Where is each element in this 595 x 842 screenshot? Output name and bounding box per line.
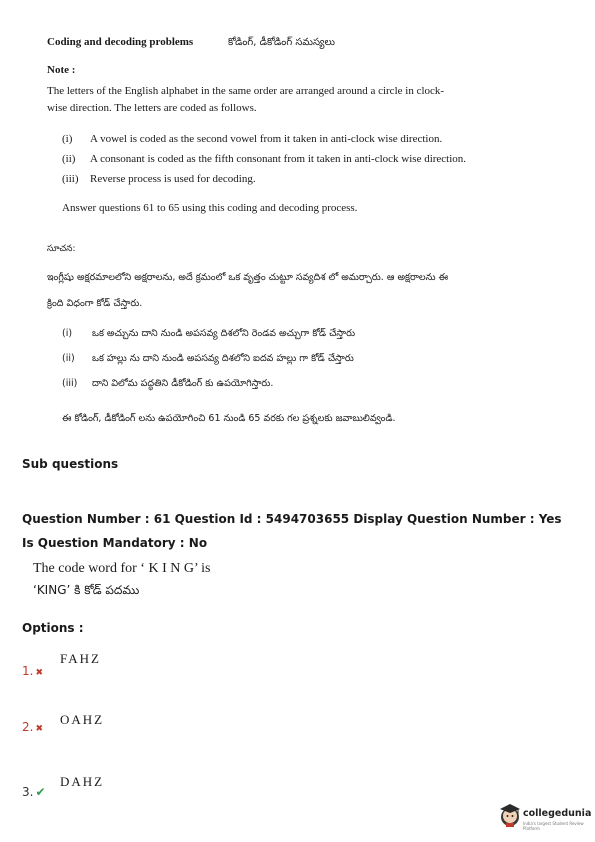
- telugu-note-text: ఇంగ్లీషు అక్షరమాలలోని అక్షరాలను, అదే క్రమంలో ఒక వృత్తం చుట్టూ సవ్యదిశ లో అమర్చారు. ఆ అక్షరాలను ఈ క్రింది విధంగా కోడ్ చేస్తారు.: [47, 272, 449, 309]
- telugu-answer-instruction: ఈ కోడింగ్, డీకోడింగ్ లను ఉపయోగించి 61 నుండి 65 వరకు గల ప్రశ్నలకు జవాబులివ్వండి.: [62, 413, 396, 424]
- rule-number: (iii): [62, 173, 79, 185]
- option-number-text: 1.: [22, 664, 34, 678]
- collegedunia-logo-icon: [497, 801, 523, 829]
- note-label: Note :: [47, 64, 76, 76]
- cross-icon: ✖: [35, 668, 43, 678]
- logo-wordmark: collegedunia: [523, 808, 592, 819]
- sub-questions-heading: Sub questions: [22, 457, 119, 471]
- option-1-number: [22, 664, 43, 678]
- logo-tagline: India's largest Student Review Platform: [523, 821, 584, 831]
- telugu-rule-item: [62, 328, 355, 341]
- option-3-number: [22, 785, 46, 799]
- cross-icon: ✖: [35, 724, 43, 734]
- telugu-rule-item: [62, 353, 354, 366]
- telugu-rule-item: [62, 378, 273, 391]
- section-title-telugu: కోడింగ్, డీకోడింగ్ సమస్యలు: [228, 37, 336, 48]
- rule-text: A vowel is coded as the second vowel from it taken in anti-clock wise direction.: [90, 133, 443, 145]
- option-number-text: 3.: [22, 785, 34, 799]
- rule-number: (ii): [62, 153, 76, 165]
- option-2-number: [22, 720, 43, 734]
- rule-item: [62, 153, 466, 165]
- question-text: The code word for ‘ K I N G’ is: [33, 561, 211, 576]
- rule-number: (i): [62, 328, 73, 339]
- telugu-note-label: సూచన:: [47, 244, 76, 254]
- rule-text: A consonant is coded as the fifth consonant from it taken in anti-clock wise direction.: [90, 153, 467, 165]
- rule-item: [62, 173, 256, 185]
- option-2-text[interactable]: OAHZ: [60, 712, 105, 727]
- option-3-text[interactable]: DAHZ: [60, 774, 105, 789]
- rule-text: దాని విలోమ పద్ధతిని డీకోడింగ్ కు ఉపయోగిస్తారు.: [92, 378, 274, 389]
- note-text: The letters of the English alphabet in the same order are arranged around a circle in clock-wise direction. The letters are coded as follows.: [47, 85, 445, 114]
- rule-number: (i): [62, 133, 73, 145]
- rule-item: [62, 133, 442, 145]
- option-number-text: 2.: [22, 720, 34, 734]
- rule-text: ఒక అచ్చును దాని నుండి అపసవ్య దిశలోని రెండవ అచ్చుగా కోడ్ చేస్తారు: [92, 328, 356, 339]
- section-title: Coding and decoding problems: [47, 36, 194, 48]
- rule-number: (iii): [62, 378, 78, 389]
- question-meta: Question Number : 61 Question Id : 5494703655 Display Question Number : Yes Is Question Mandatory : No: [22, 512, 562, 550]
- rule-text: ఒక హల్లు ను దాని నుండి అపసవ్య దిశలోని ఐదవ హల్లు గా కోడ్ చేస్తారు: [92, 353, 354, 364]
- check-icon: ✔: [35, 785, 46, 799]
- options-heading: Options :: [22, 621, 84, 635]
- answer-instruction: Answer questions 61 to 65 using this coding and decoding process.: [62, 202, 358, 214]
- question-text-telugu: ‘KING’ కి కోడ్ పదము: [33, 583, 140, 597]
- option-1-text[interactable]: FAHZ: [60, 651, 101, 666]
- rule-number: (ii): [62, 353, 75, 364]
- rule-text: Reverse process is used for decoding.: [90, 173, 256, 185]
